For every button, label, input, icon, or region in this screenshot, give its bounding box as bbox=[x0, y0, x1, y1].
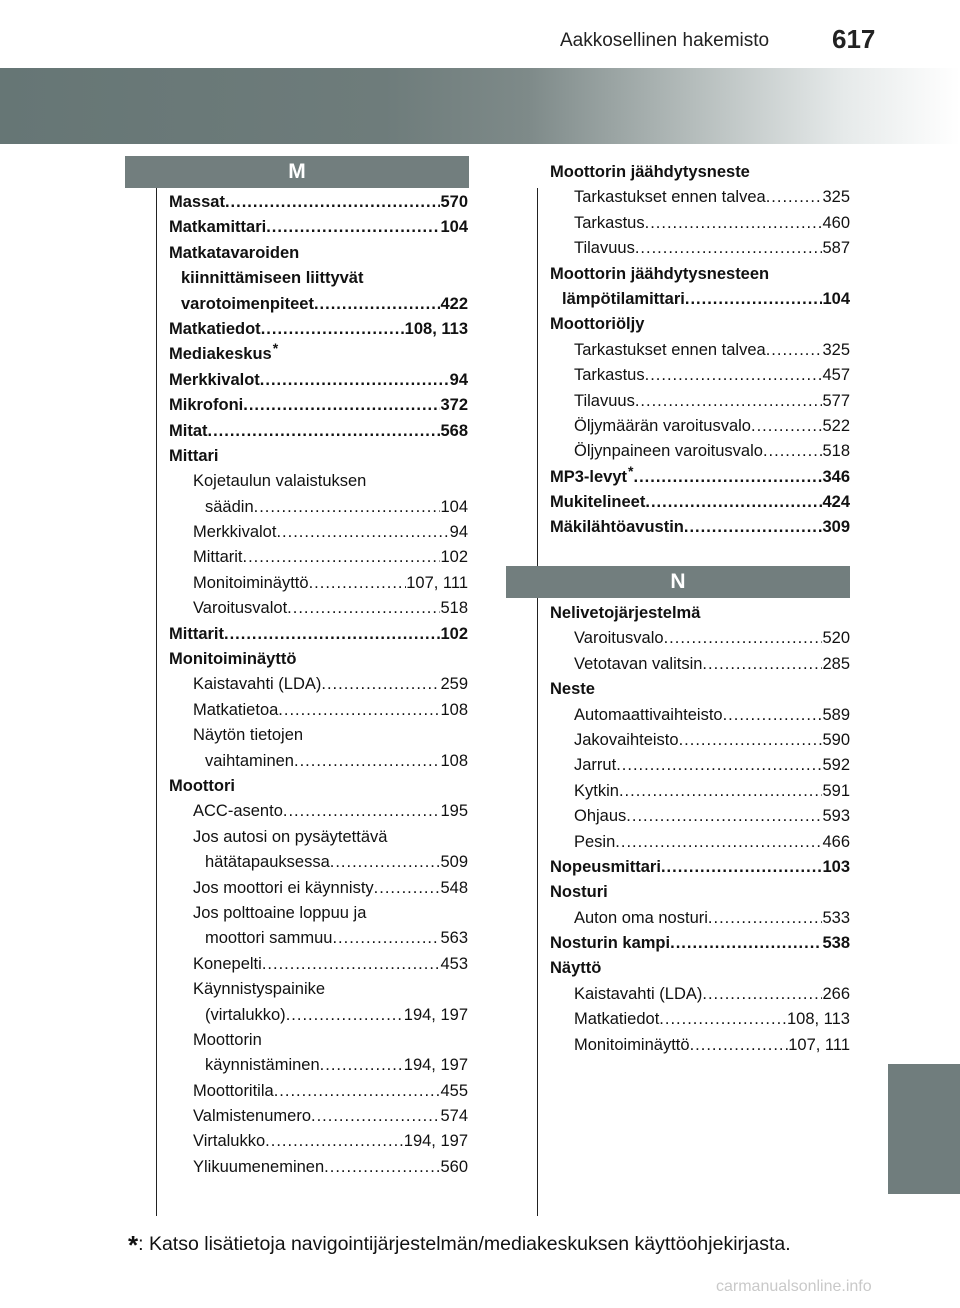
entry-term: Valmistenumero bbox=[193, 1107, 311, 1126]
entry-term: Käynnistyspainike bbox=[193, 980, 326, 999]
index-entry bbox=[169, 545, 468, 570]
dot-leader bbox=[619, 779, 823, 804]
entry-term: Matkatiedot bbox=[169, 319, 261, 338]
entry-term: MP3-levyt bbox=[550, 467, 628, 486]
footnote-star: * bbox=[128, 1230, 139, 1260]
index-entry bbox=[550, 753, 850, 778]
section-header-n: N bbox=[506, 566, 850, 598]
entry-term: Mitat bbox=[169, 421, 208, 440]
entry-page: 570 bbox=[440, 193, 468, 211]
index-entry bbox=[550, 931, 850, 956]
entry-term: hätätapauksessa bbox=[205, 853, 330, 872]
index-entry bbox=[550, 1007, 850, 1032]
entry-page: 325 bbox=[822, 188, 850, 207]
entry-term: Nosturi bbox=[550, 883, 608, 902]
index-entry bbox=[169, 292, 468, 317]
entry-term: Monitoiminäyttö bbox=[574, 1035, 690, 1054]
index-entry bbox=[169, 495, 468, 520]
dot-leader bbox=[661, 855, 823, 880]
dot-leader bbox=[635, 236, 823, 261]
index-entry bbox=[169, 1129, 468, 1154]
dot-leader bbox=[321, 672, 440, 697]
entry-term: käynnistäminen bbox=[205, 1056, 320, 1075]
index-entry bbox=[550, 626, 850, 651]
entry-page: 107, 111 bbox=[788, 1035, 850, 1054]
entry-term: Vetotavan valitsin bbox=[574, 654, 703, 673]
index-entry bbox=[169, 266, 468, 291]
page-number: 617 bbox=[832, 24, 876, 54]
dot-leader bbox=[287, 596, 440, 621]
dot-leader bbox=[309, 571, 407, 596]
entry-term: Matkatietoa bbox=[193, 700, 279, 719]
index-entry bbox=[169, 622, 468, 647]
dot-leader bbox=[664, 626, 823, 651]
entry-term: Automaattivaihteisto bbox=[574, 705, 723, 724]
entry-page: 568 bbox=[440, 421, 468, 440]
entry-page: 520 bbox=[822, 629, 850, 648]
entry-term: Moottorin jäähdytysneste bbox=[550, 163, 750, 181]
footnote-marker: * bbox=[272, 342, 279, 357]
dot-leader bbox=[274, 1079, 441, 1104]
dot-leader bbox=[615, 830, 822, 855]
index-entry bbox=[550, 601, 850, 626]
entry-term: Mittari bbox=[169, 446, 219, 465]
entry-term: vaihtaminen bbox=[205, 751, 294, 770]
entry-term: Varoitusvalot bbox=[193, 599, 288, 618]
entry-term: Monitoiminäyttö bbox=[193, 573, 309, 592]
entry-page: 466 bbox=[822, 832, 850, 851]
dot-leader bbox=[645, 363, 823, 388]
dot-leader bbox=[645, 490, 822, 515]
dot-leader bbox=[616, 753, 822, 778]
index-entry bbox=[550, 490, 850, 515]
watermark: carmanualsonline.info bbox=[716, 1278, 872, 1295]
index-entry bbox=[550, 160, 850, 185]
index-entry bbox=[169, 520, 468, 545]
header-title: Aakkosellinen hakemisto bbox=[560, 30, 770, 51]
entry-term: Nopeusmittari bbox=[550, 857, 661, 876]
dot-leader bbox=[766, 185, 823, 210]
dot-leader bbox=[311, 1104, 440, 1129]
dot-leader bbox=[286, 1003, 404, 1028]
index-entry bbox=[169, 672, 468, 697]
dot-leader bbox=[723, 703, 823, 728]
entry-page: 104 bbox=[440, 218, 468, 237]
index-entry bbox=[550, 312, 850, 337]
dot-leader bbox=[659, 1007, 787, 1032]
entry-page: 591 bbox=[822, 781, 850, 800]
entry-page: 518 bbox=[822, 442, 850, 461]
index-entry bbox=[550, 982, 850, 1007]
index-entry bbox=[169, 317, 468, 342]
index-entry bbox=[169, 825, 468, 850]
dot-leader bbox=[294, 749, 440, 774]
index-entry bbox=[550, 956, 850, 981]
index-entry bbox=[550, 855, 850, 880]
entry-page: 108 bbox=[440, 700, 468, 719]
dot-leader bbox=[684, 515, 823, 540]
entry-term: Kaistavahti (LDA) bbox=[193, 675, 322, 694]
entry-page: 457 bbox=[822, 366, 850, 385]
index-entry bbox=[550, 262, 850, 287]
dot-leader bbox=[278, 698, 440, 723]
column-divider-left bbox=[156, 188, 157, 1216]
entry-page: 422 bbox=[440, 294, 468, 313]
dot-leader bbox=[224, 622, 440, 647]
index-entry bbox=[169, 1028, 468, 1053]
entry-term: Merkkivalot bbox=[169, 370, 260, 389]
entry-term: Öljymäärän varoitusvalo bbox=[574, 416, 751, 435]
entry-page: 108 bbox=[440, 751, 468, 770]
entry-term: Ohjaus bbox=[574, 807, 627, 826]
entry-term: Moottoriöljy bbox=[550, 315, 645, 334]
entry-page: 266 bbox=[822, 984, 850, 1003]
dot-leader bbox=[261, 317, 405, 342]
index-column-right-n bbox=[550, 601, 850, 1058]
entry-page: 309 bbox=[822, 518, 850, 537]
dot-leader bbox=[751, 414, 822, 439]
entry-page: 587 bbox=[822, 239, 850, 258]
entry-term: Pesin bbox=[574, 832, 616, 851]
entry-term: Moottorin bbox=[193, 1030, 262, 1049]
entry-term: Nelivetojärjestelmä bbox=[550, 604, 701, 622]
dot-leader bbox=[635, 389, 823, 414]
dot-leader bbox=[679, 728, 823, 753]
dot-leader bbox=[766, 338, 823, 363]
entry-page: 94 bbox=[449, 370, 468, 389]
index-entry bbox=[169, 368, 468, 393]
entry-term: Mittarit bbox=[193, 548, 243, 567]
footnote-marker: * bbox=[628, 464, 634, 479]
dot-leader bbox=[330, 850, 441, 875]
entry-term: (virtalukko) bbox=[205, 1005, 286, 1024]
entry-page: 592 bbox=[822, 756, 850, 775]
entry-page: 108, 113 bbox=[404, 319, 468, 338]
entry-term: Jakovaihteisto bbox=[574, 730, 679, 749]
entry-term: Virtalukko bbox=[193, 1132, 266, 1151]
dot-leader bbox=[276, 520, 449, 545]
dot-leader bbox=[266, 215, 440, 240]
entry-term: Matkamittari bbox=[169, 218, 267, 237]
entry-page: 107, 111 bbox=[406, 573, 468, 592]
entry-term: Nosturin kampi bbox=[550, 934, 671, 953]
index-entry bbox=[169, 749, 468, 774]
dot-leader bbox=[254, 495, 441, 520]
index-entry bbox=[169, 850, 468, 875]
entry-term: moottori sammuu bbox=[205, 929, 333, 948]
entry-page: 94 bbox=[449, 523, 468, 542]
entry-term: Neste bbox=[550, 680, 595, 699]
index-entry bbox=[169, 1053, 468, 1078]
entry-term: Moottori bbox=[169, 776, 235, 795]
entry-term: Moottoritila bbox=[193, 1081, 274, 1100]
dot-leader bbox=[283, 799, 441, 824]
header-banner bbox=[0, 68, 960, 144]
index-entry bbox=[550, 185, 850, 210]
index-entry bbox=[169, 393, 468, 418]
entry-page: 589 bbox=[822, 705, 850, 724]
footnote bbox=[128, 1226, 791, 1260]
entry-term: Tilavuus bbox=[574, 391, 635, 410]
entry-term: Jos polttoaine loppuu ja bbox=[193, 903, 367, 922]
index-entry bbox=[169, 774, 468, 799]
entry-term: Konepelti bbox=[193, 954, 262, 973]
entry-page: 577 bbox=[822, 391, 850, 410]
entry-term: säädin bbox=[205, 497, 254, 516]
entry-term: kiinnittämiseen liittyvät bbox=[181, 269, 364, 288]
dot-leader bbox=[670, 931, 822, 956]
index-entry bbox=[169, 647, 468, 672]
index-entry bbox=[550, 1033, 850, 1058]
entry-term: Mikrofoni bbox=[169, 396, 244, 415]
index-column-right-m bbox=[550, 160, 850, 541]
index-entry bbox=[550, 779, 850, 804]
entry-term: Tarkastukset ennen talvea bbox=[574, 188, 766, 207]
entry-page: 593 bbox=[822, 807, 850, 826]
chapter-side-tab bbox=[888, 1064, 960, 1194]
entry-term: Öljynpaineen varoitusvalo bbox=[574, 442, 763, 461]
dot-leader bbox=[332, 926, 440, 951]
index-entry bbox=[550, 389, 850, 414]
index-entry bbox=[550, 465, 850, 490]
index-entry bbox=[550, 728, 850, 753]
entry-page: 533 bbox=[822, 908, 850, 927]
index-entry bbox=[169, 977, 468, 1002]
dot-leader bbox=[708, 906, 823, 931]
index-entry bbox=[169, 419, 468, 444]
index-entry bbox=[169, 1104, 468, 1129]
entry-page: 522 bbox=[822, 416, 850, 435]
index-entry bbox=[169, 469, 468, 494]
dot-leader bbox=[702, 652, 822, 677]
entry-term: Moottorin jäähdytysnesteen bbox=[550, 264, 770, 283]
entry-term: Näytön tietojen bbox=[193, 726, 304, 745]
entry-page: 590 bbox=[822, 730, 850, 749]
entry-term: Jarrut bbox=[574, 756, 617, 775]
entry-page: 509 bbox=[440, 853, 468, 872]
entry-term: Tarkastus bbox=[574, 366, 645, 385]
index-entry bbox=[550, 830, 850, 855]
entry-page: 574 bbox=[440, 1107, 468, 1126]
index-entry bbox=[550, 211, 850, 236]
index-entry bbox=[550, 338, 850, 363]
entry-term: Kytkin bbox=[574, 781, 619, 800]
index-entry bbox=[550, 652, 850, 677]
entry-page: 325 bbox=[822, 340, 850, 359]
entry-term: Jos autosi on pysäytettävä bbox=[193, 827, 388, 846]
entry-term: Matkatiedot bbox=[574, 1010, 660, 1029]
dot-leader bbox=[374, 876, 441, 901]
entry-page: 195 bbox=[440, 802, 468, 821]
entry-page: 102 bbox=[440, 548, 468, 567]
entry-term: Jos moottori ei käynnisty bbox=[193, 878, 374, 897]
dot-leader bbox=[208, 419, 441, 444]
entry-page: 102 bbox=[440, 624, 468, 643]
entry-term: Varoitusvalo bbox=[574, 629, 664, 648]
index-entry bbox=[169, 723, 468, 748]
index-entry bbox=[169, 1155, 468, 1180]
entry-page: 194, 197 bbox=[403, 1005, 468, 1024]
index-entry bbox=[550, 880, 850, 905]
dot-leader bbox=[320, 1053, 404, 1078]
index-entry bbox=[550, 287, 850, 312]
entry-term: Näyttö bbox=[550, 959, 602, 978]
index-entry bbox=[169, 799, 468, 824]
index-entry bbox=[550, 236, 850, 261]
entry-page: 460 bbox=[822, 213, 850, 232]
entry-term: Ylikuumeneminen bbox=[193, 1157, 325, 1176]
index-column-left bbox=[169, 190, 468, 1180]
index-entry bbox=[169, 926, 468, 951]
index-entry bbox=[169, 698, 468, 723]
section-header-m: M bbox=[125, 156, 469, 188]
entry-page: 424 bbox=[822, 493, 850, 512]
entry-term: Matkatavaroiden bbox=[169, 243, 300, 262]
entry-page: 194, 197 bbox=[403, 1056, 468, 1075]
index-entry bbox=[169, 215, 468, 240]
entry-page: 104 bbox=[440, 497, 468, 516]
entry-page: 560 bbox=[440, 1157, 468, 1176]
dot-leader bbox=[690, 1033, 789, 1058]
index-entry bbox=[169, 571, 468, 596]
entry-page: 346 bbox=[822, 467, 850, 486]
entry-term: Mäkilähtöavustin bbox=[550, 518, 684, 537]
entry-page: 108, 113 bbox=[786, 1010, 850, 1029]
index-entry bbox=[169, 876, 468, 901]
index-entry bbox=[550, 515, 850, 540]
index-entry bbox=[550, 677, 850, 702]
index-entry bbox=[550, 414, 850, 439]
entry-term: Tarkastus bbox=[574, 213, 645, 232]
entry-page: 103 bbox=[822, 857, 850, 876]
dot-leader bbox=[260, 368, 450, 393]
dot-leader bbox=[314, 292, 441, 317]
dot-leader bbox=[626, 804, 822, 829]
index-entry bbox=[550, 703, 850, 728]
index-entry bbox=[169, 952, 468, 977]
index-entry bbox=[169, 444, 468, 469]
dot-leader bbox=[633, 465, 822, 490]
index-entry bbox=[169, 342, 468, 367]
entry-page: 538 bbox=[822, 934, 850, 953]
index-entry bbox=[550, 439, 850, 464]
index-entry bbox=[550, 906, 850, 931]
entry-term: varotoimenpiteet bbox=[181, 294, 314, 313]
entry-page: 518 bbox=[440, 599, 468, 618]
index-entry bbox=[169, 1079, 468, 1104]
index-entry bbox=[169, 901, 468, 926]
dot-leader bbox=[243, 545, 441, 570]
dot-leader bbox=[702, 982, 822, 1007]
entry-page: 104 bbox=[822, 289, 850, 308]
dot-leader bbox=[763, 439, 823, 464]
entry-term: Mediakeskus bbox=[169, 345, 272, 364]
dot-leader bbox=[262, 952, 441, 977]
entry-term: Monitoiminäyttö bbox=[169, 650, 297, 669]
index-entry bbox=[550, 804, 850, 829]
dot-leader bbox=[243, 393, 440, 418]
entry-page: 194, 197 bbox=[403, 1132, 468, 1151]
index-entry bbox=[169, 190, 468, 215]
dot-leader bbox=[225, 190, 441, 215]
entry-page: 372 bbox=[440, 396, 468, 415]
entry-term: Massat bbox=[169, 193, 225, 211]
entry-term: Auton oma nosturi bbox=[574, 908, 708, 927]
dot-leader bbox=[265, 1129, 404, 1154]
entry-page: 455 bbox=[440, 1081, 468, 1100]
entry-page: 563 bbox=[440, 929, 468, 948]
entry-term: Merkkivalot bbox=[193, 523, 277, 542]
entry-term: ACC-asento bbox=[193, 802, 283, 821]
index-entry bbox=[550, 363, 850, 388]
footnote-text: : Katso lisätietoja navigointijärjestelmän/mediakeskuksen käyttöohjekirjasta. bbox=[138, 1233, 791, 1255]
entry-term: lämpötilamittari bbox=[562, 289, 685, 308]
dot-leader bbox=[685, 287, 823, 312]
entry-term: Kaistavahti (LDA) bbox=[574, 984, 703, 1003]
entry-term: Mittarit bbox=[169, 624, 224, 643]
index-entry bbox=[169, 1003, 468, 1028]
dot-leader bbox=[324, 1155, 440, 1180]
index-entry bbox=[169, 241, 468, 266]
index-entry bbox=[169, 596, 468, 621]
dot-leader bbox=[645, 211, 823, 236]
entry-page: 453 bbox=[440, 954, 468, 973]
entry-page: 259 bbox=[440, 675, 468, 694]
entry-term: Tarkastukset ennen talvea bbox=[574, 340, 766, 359]
entry-term: Kojetaulun valaistuksen bbox=[193, 472, 367, 491]
entry-term: Tilavuus bbox=[574, 239, 635, 258]
column-divider-right bbox=[537, 188, 538, 1216]
entry-term: Mukitelineet bbox=[550, 493, 646, 512]
entry-page: 285 bbox=[822, 654, 850, 673]
entry-page: 548 bbox=[440, 878, 468, 897]
